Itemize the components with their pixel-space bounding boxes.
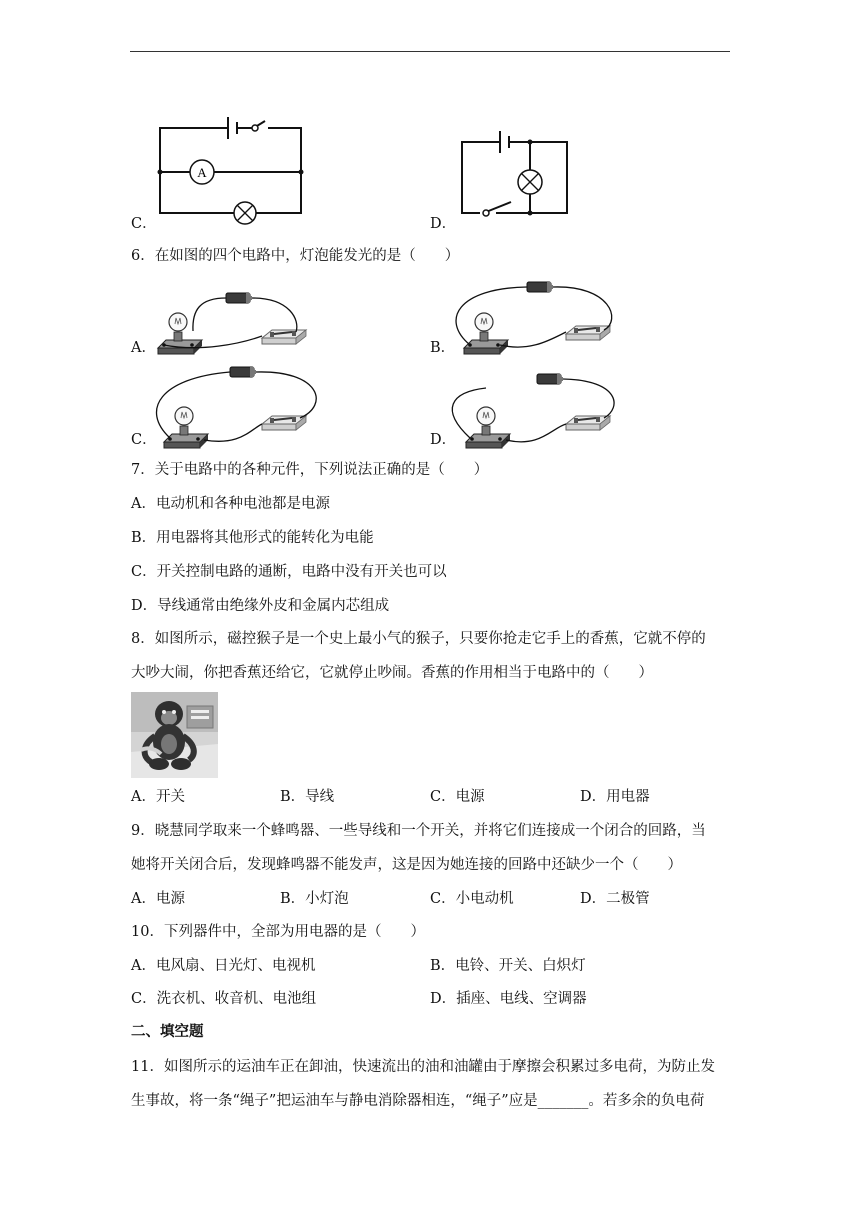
q8-option-a: A．开关 <box>131 789 185 805</box>
question-6-stem: 6．在如图的四个电路中，灯泡能发光的是（ ） <box>131 248 460 264</box>
circuit-photo-b <box>456 282 612 354</box>
question-7-stem: 7．关于电路中的各种元件，下列说法正确的是（ ） <box>131 462 489 478</box>
question-8-stem-line2: 大吵大闹，你把香蕉还给它，它就停止吵闹。香蕉的作用相当于电路中的（ ） <box>131 665 653 681</box>
question-11-stem-line2: 生事故，将一条“绳子”把运油车与静电消除器相连，“绳子”应是_______。若多余的负电荷 <box>131 1093 705 1109</box>
q10-option-d: D．插座、电线、空调器 <box>430 991 587 1007</box>
q10-option-c: C．洗衣机、收音机、电池组 <box>131 991 317 1007</box>
ammeter-label: A <box>197 165 207 180</box>
question-11-stem-line1: 11．如图所示的运油车正在卸油，快速流出的油和油罐由于摩擦会积累过多电荷，为防止发 <box>131 1059 715 1075</box>
q9-option-a: A．电源 <box>131 891 185 907</box>
q7-option-c: C．开关控制电路的通断，电路中没有开关也可以 <box>131 564 447 580</box>
circuit-photo-a <box>158 293 306 354</box>
q8-option-d: D．用电器 <box>580 789 650 805</box>
option-d-label: D． <box>430 216 457 232</box>
option-d-label: D． <box>430 432 457 448</box>
question-8-stem-line1: 8．如图所示，磁控猴子是一个史上最小气的猴子，只要你抢走它手上的香蕉，它就不停的 <box>131 631 706 647</box>
question-9-stem-line2: 她将开关闭合后，发现蜂鸣器不能发声，这是因为她连接的回路中还缺少一个（ ） <box>131 857 682 873</box>
question-9-stem-line1: 9．晓慧同学取来一个蜂鸣器、一些导线和一个开关，并将它们连接成一个闭合的回路，当 <box>131 823 706 839</box>
q8-option-c: C．电源 <box>430 789 485 805</box>
circuit-photo-c <box>157 367 317 448</box>
option-c-label: C． <box>131 216 157 232</box>
q7-option-a: A．电动机和各种电池都是电源 <box>131 496 330 512</box>
circuit-photo-d <box>452 374 614 448</box>
q7-option-b: B．用电器将其他形式的能转化为电能 <box>131 530 374 546</box>
q10-option-b: B．电铃、开关、白炽灯 <box>430 958 586 974</box>
q9-option-c: C．小电动机 <box>430 891 514 907</box>
monkey-toy-photo <box>131 692 218 778</box>
q10-option-a: A．电风扇、日光灯、电视机 <box>131 958 316 974</box>
option-b-label: B． <box>430 340 456 356</box>
q7-option-d: D．导线通常由绝缘外皮和金属内芯组成 <box>131 598 390 614</box>
q9-option-b: B．小灯泡 <box>280 891 349 907</box>
section-title: 二、填空题 <box>131 1023 204 1040</box>
question-10-stem: 10．下列器件中，全部为用电器的是（ ） <box>131 924 425 940</box>
option-c-label: C． <box>131 432 157 448</box>
q8-option-b: B．导线 <box>280 789 335 805</box>
q9-option-d: D．二极管 <box>580 891 650 907</box>
option-a-label: A． <box>131 340 156 356</box>
